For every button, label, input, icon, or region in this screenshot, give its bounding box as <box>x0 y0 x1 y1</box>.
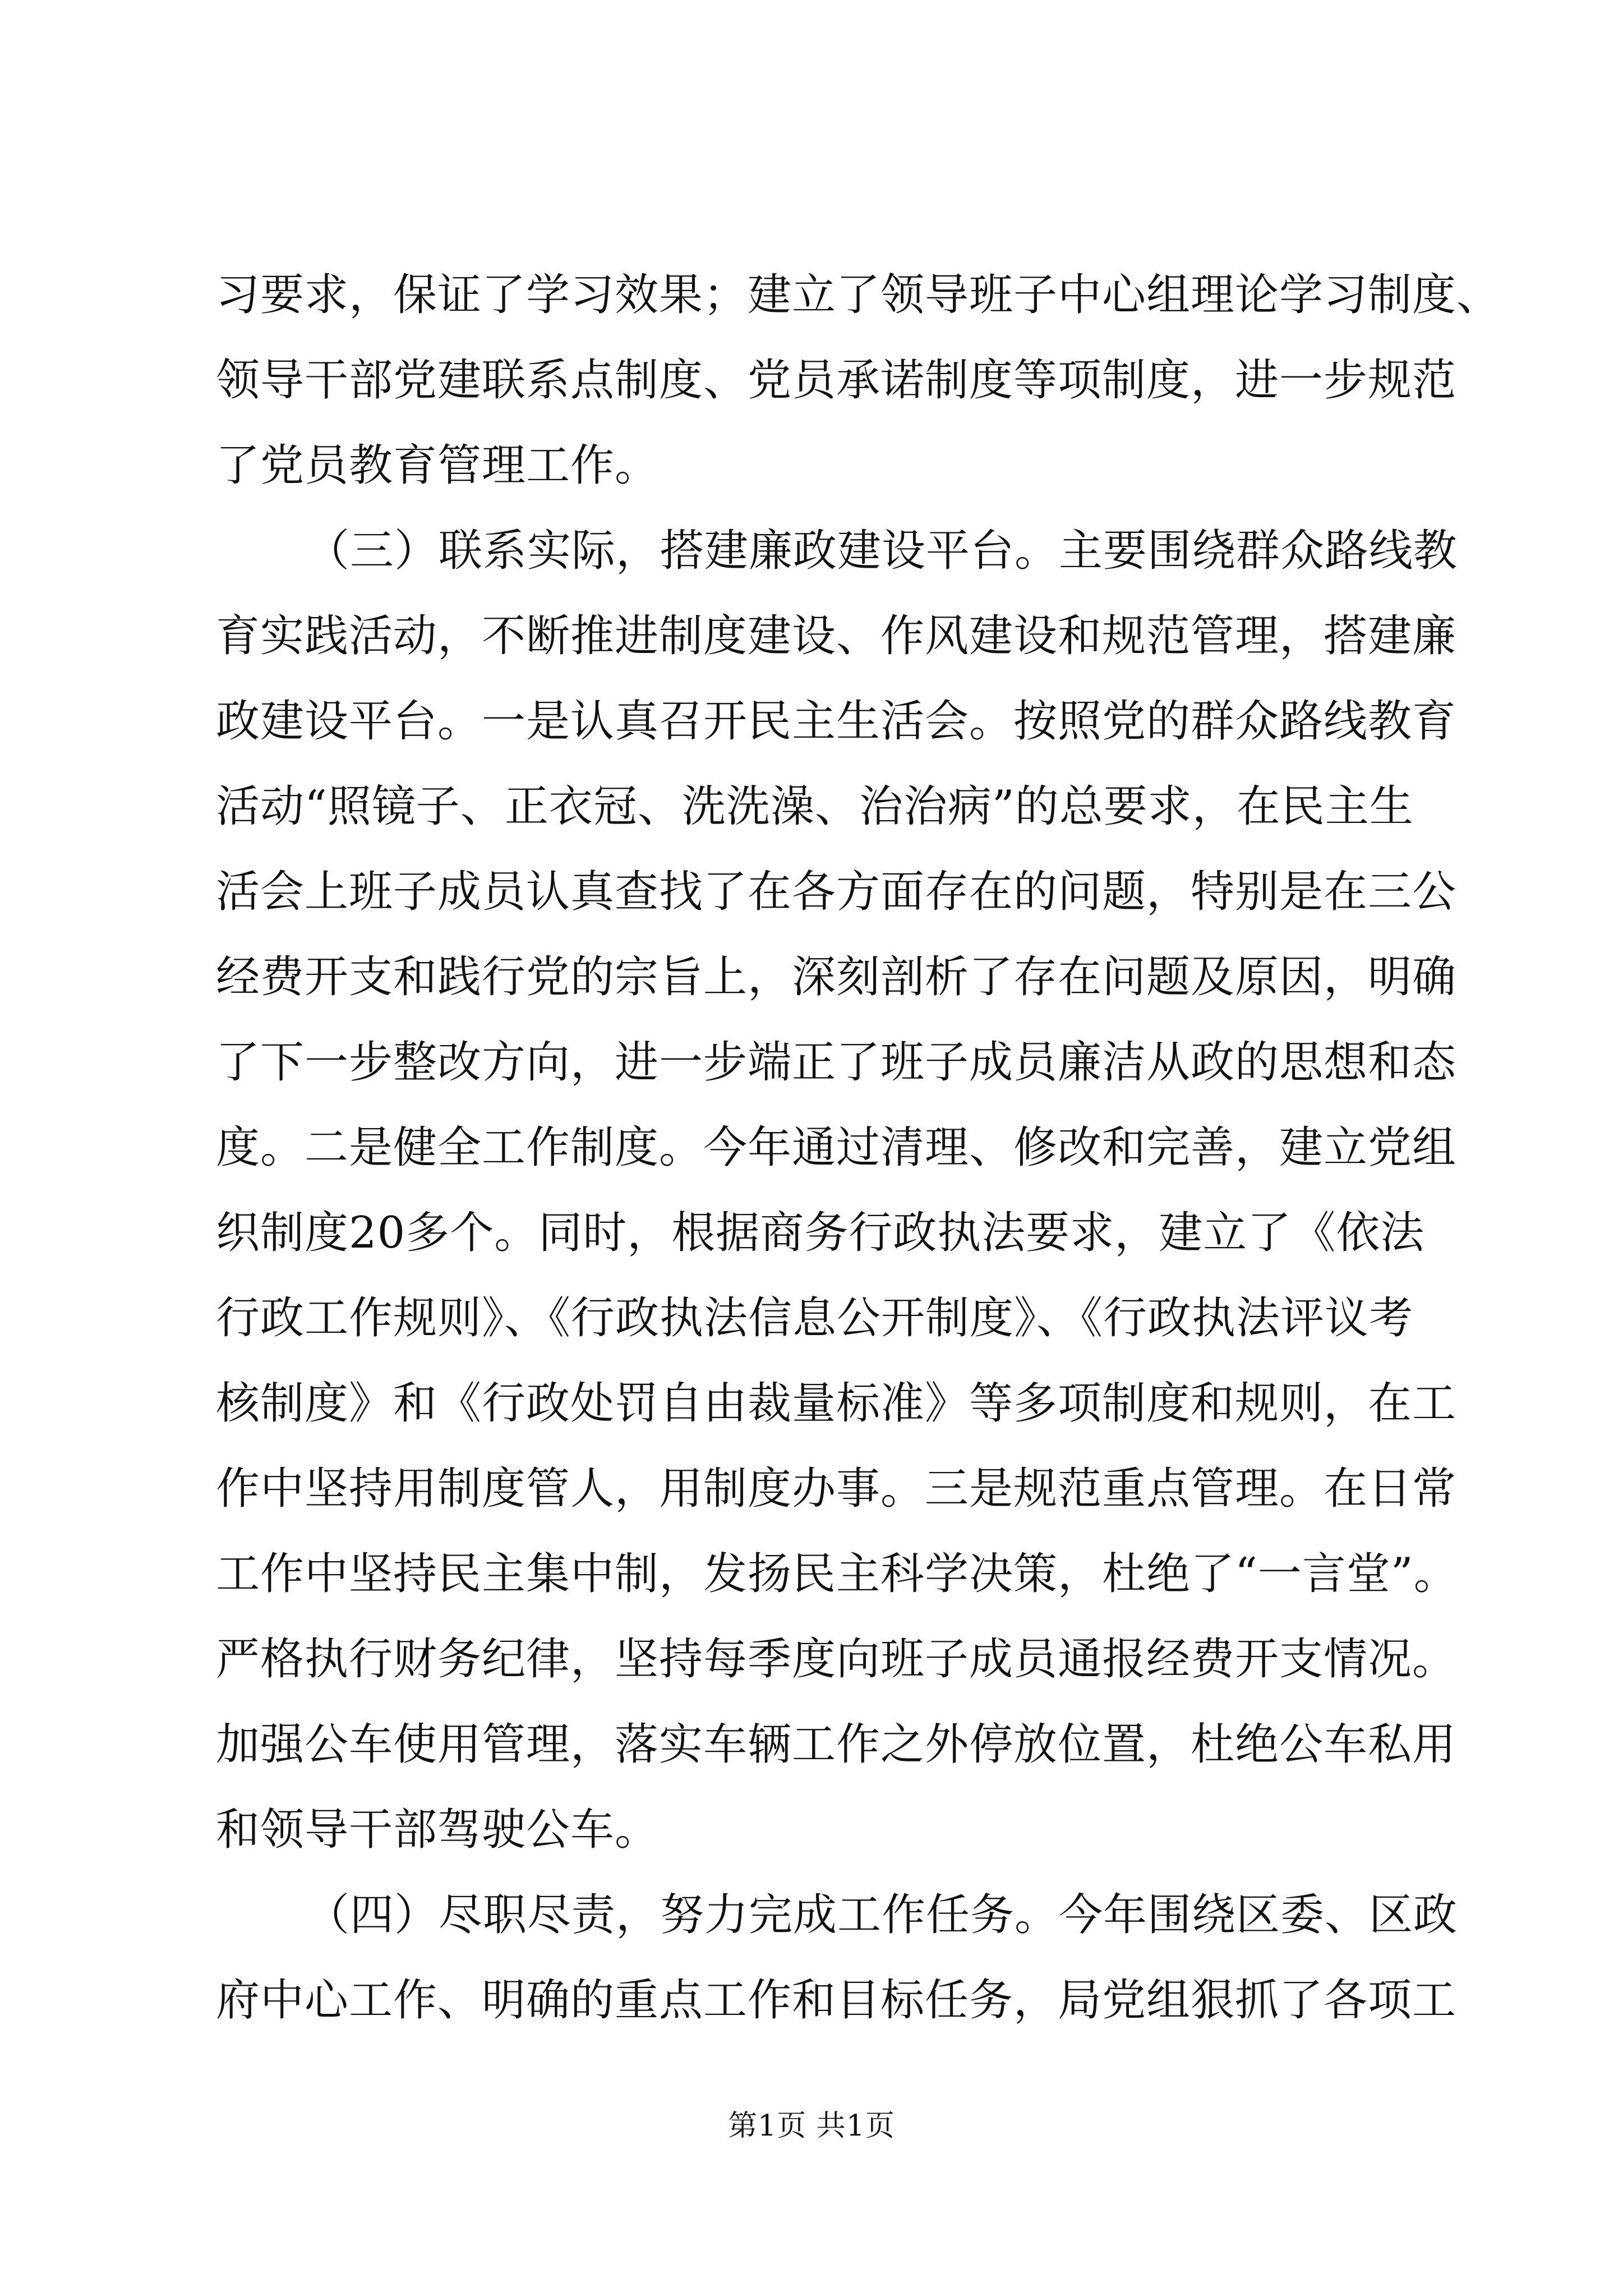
text-line: 行政工作规则》、《行政执法信息公开制度》、《行政执法评议考 <box>216 1293 1414 1343</box>
text-line: 领导干部党建联系点制度、党员承诺制度等项制度，进一步规范 <box>216 355 1457 406</box>
text-line: 织制度20多个。同时，根据商务行政执法要求，建立了《依法 <box>216 1208 1425 1258</box>
page-footer <box>0 2106 1623 2146</box>
text-line: 了党员教育管理工作。 <box>216 440 660 491</box>
text-line: 政建设平台。一是认真召开民主生活会。按照党的群众路线教育 <box>216 696 1457 747</box>
text-line: 经费开支和践行党的宗旨上，深刻剖析了存在问题及原因，明确 <box>216 952 1457 1002</box>
text-line: 严格执行财务纪律，坚持每季度向班子成员通报经费开支情况。 <box>216 1634 1457 1685</box>
text-line: （四）尽职尽责，努力完成工作任务。今年围绕区委、区政 <box>306 1890 1458 1940</box>
text-line: 了下一步整改方向，进一步端正了班子成员廉洁从政的思想和态 <box>216 1037 1457 1088</box>
text-line: 活会上班子成员认真查找了在各方面存在的问题，特别是在三公 <box>216 867 1457 917</box>
text-line: 作中坚持用制度管人，用制度办事。三是规范重点管理。在日常 <box>216 1464 1457 1514</box>
document-body <box>216 252 1501 2043</box>
text-line: 工作中坚持民主集中制，发扬民主科学决策，杜绝了“一言堂”。 <box>216 1549 1458 1599</box>
text-line: 和领导干部驾驶公车。 <box>216 1805 660 1855</box>
text-line: 府中心工作、明确的重点工作和目标任务，局党组狠抓了各项工 <box>216 1975 1457 2026</box>
text-line: 度。二是健全工作制度。今年通过清理、修改和完善，建立党组 <box>216 1122 1457 1173</box>
text-line: 活动“照镜子、正衣冠、洗洗澡、治治病”的总要求，在民主生 <box>216 781 1414 832</box>
text-line: （三）联系实际，搭建廉政建设平台。主要围绕群众路线教 <box>306 526 1458 576</box>
text-line: 育实践活动，不断推进制度建设、作风建设和规范管理，搭建廉 <box>216 611 1457 661</box>
text-line: 习要求，保证了学习效果；建立了领导班子中心组理论学习制度、 <box>216 270 1501 320</box>
text-line: 核制度》和《行政处罚自由裁量标准》等多项制度和规则，在工 <box>216 1378 1457 1429</box>
page-number: 第1页 共1页 <box>728 2109 895 2143</box>
text-line: 加强公车使用管理，落实车辆工作之外停放位置，杜绝公车私用 <box>216 1719 1457 1770</box>
